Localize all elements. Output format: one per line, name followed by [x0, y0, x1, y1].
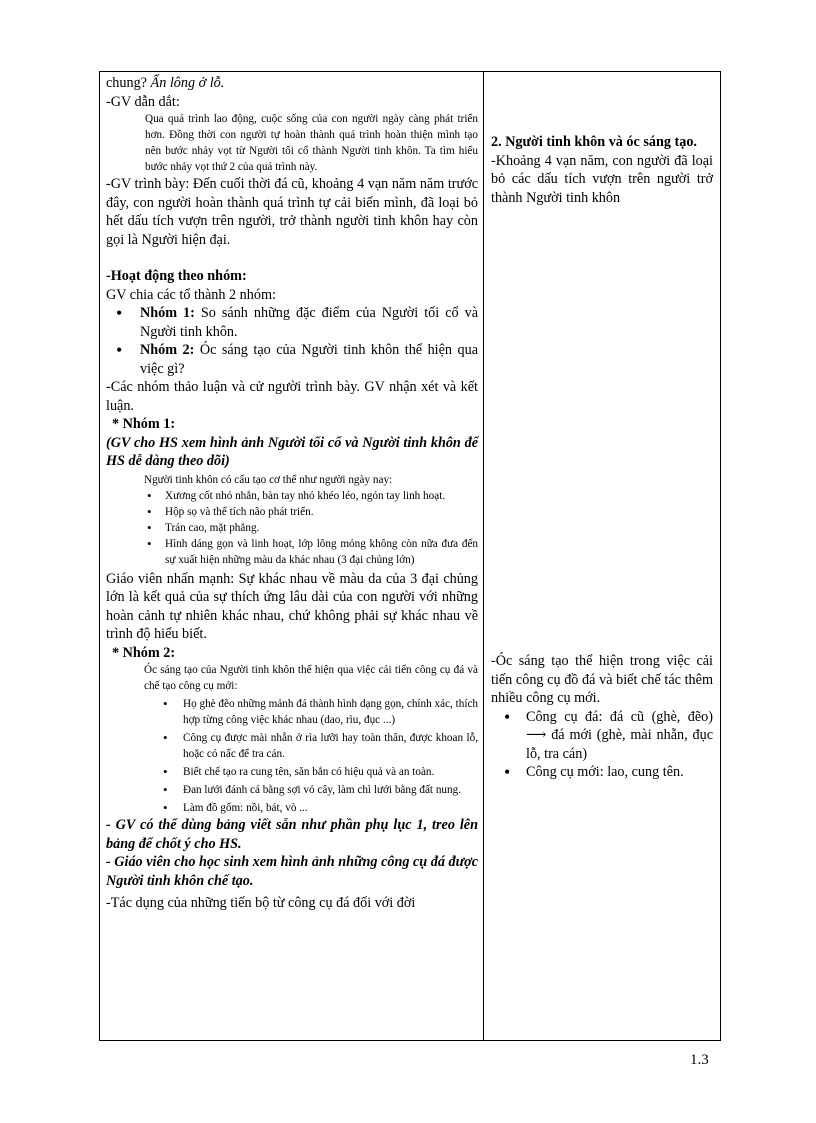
column-divider: [483, 72, 484, 1040]
knowledge-column: [491, 74, 713, 782]
group2-heading: * Nhóm 2:: [112, 644, 176, 661]
list-item: • Công cụ được mài nhẵn ở rìa lưỡi hay toàn thân, được khoan lỗ, hoặc có nấc để tra cán.: [106, 730, 478, 762]
intro-question: chung?: [106, 75, 151, 91]
list-item: • Hình dáng gọn và linh hoạt, lớp lông mỏng không còn nữa đưa đến sự xuất hiện những màu da khác nhau (3 đại chủng lớn): [106, 536, 478, 568]
group1-task: [106, 304, 478, 341]
group1-note: (GV cho HS xem hình ảnh Người tối cổ và Người tinh khôn để HS dễ dàng theo dõi): [106, 434, 478, 469]
gv-lead-in: -GV dẫn dắt:: [106, 93, 180, 110]
group-activity-title: -Hoạt động theo nhóm:: [106, 268, 247, 284]
intro-paragraph: Qua quá trình lao động, cuộc sống của con người ngày càng phát triển hơn. Đồng thời con người tự hoàn thành quá trình hoàn thiện mình tạo nên bước nhảy vọt từ Người tối cổ thành Người tinh khôn. Ta tìm hiểu bước nhảy vọt thứ 2 của quá trình này.: [145, 113, 478, 173]
list-item: • Họ ghè đẽo những mảnh đá thành hình dạng gọn, chính xác, thích hợp từng công việc khác nhau (dao, rìu, đục ...): [106, 696, 478, 728]
list-item: • Đan lưới đánh cá bằng sợi vỏ cây, làm chì lưới bằng đất nung.: [106, 782, 478, 798]
gv-presentation: -GV trình bày: Đến cuối thời đá cũ, khoảng 4 vạn năm năm trước đây, con người hoàn thành quá trình tự cải biến mình, đã loại bỏ hết dấu tích vượn trên người, trở thành người tinh khôn hay còn gọi là Người hiện đại.: [106, 176, 478, 248]
group1-heading: * Nhóm 1:: [112, 416, 176, 432]
intro-answer: Ẩn lông ở lỗ.: [150, 75, 225, 91]
group1-label: Nhóm 1:: [140, 305, 195, 321]
summary-paragraph-2: -Óc sáng tạo thể hiện trong việc cải tiến công cụ đồ đá và biết chế tác thêm nhiều công cụ mới.: [491, 653, 713, 706]
group1-lead: Người tinh khôn có cấu tạo cơ thể như người ngày nay:: [144, 473, 393, 486]
teacher-activity-column: [106, 74, 478, 913]
group2-text: Óc sáng tạo của Người tinh khôn thể hiện qua việc gì?: [140, 342, 478, 377]
lesson-table: [99, 71, 721, 1041]
bold-instruction-1: - GV có thể dùng bảng viết sẵn như phần phụ lục 1, treo lên bảng để chốt ý cho HS.: [106, 817, 478, 852]
list-item: • Xương cốt nhỏ nhắn, bàn tay nhỏ khéo léo, ngón tay linh hoạt.: [106, 488, 478, 504]
section-heading: 2. Người tinh khôn và óc sáng tạo.: [491, 134, 697, 150]
group1-text: So sánh những đặc điểm của Người tối cổ và Người tinh khôn.: [140, 305, 479, 340]
spacer: [106, 249, 478, 267]
list-item: • Công cụ mới: lao, cung tên.: [491, 763, 713, 782]
group2-task: [106, 341, 478, 378]
group-split: GV chia các tổ thành 2 nhóm:: [106, 286, 276, 303]
teacher-emphasis: Giáo viên nhấn mạnh: Sự khác nhau về màu da của 3 đại chủng lớn là kết quả của sự thích ứng lâu dài của con người với những hoàn cảnh tự nhiên khác nhau, chứ không phải sự khác nhau về trình độ hiểu biết.: [106, 570, 478, 642]
intro-line: [106, 74, 478, 93]
list-item: • Trán cao, mặt phẳng.: [106, 520, 478, 536]
list-item: • Làm đồ gốm: nồi, bát, vò ...: [106, 800, 478, 816]
group2-lead: Óc sáng tạo của Người tinh khôn thể hiện qua việc cải tiến công cụ đá và chế tạo công cụ mới:: [144, 664, 478, 692]
tool-impact-question: -Tác dụng của những tiến bộ từ công cụ đá đối với đời: [106, 895, 416, 911]
groups-discuss: -Các nhóm thảo luận và cử người trình bày. GV nhận xét và kết luận.: [106, 379, 478, 414]
list-item: • Biết chế tạo ra cung tên, săn bắn có hiệu quả và an toàn.: [106, 764, 478, 780]
list-item: • Công cụ đá: đá cũ (ghè, đẽo) ⟶ đá mới (ghè, mài nhẵn, đục lỗ, tra cán): [491, 708, 713, 764]
list-item: • Hộp sọ và thể tích não phát triển.: [106, 504, 478, 520]
page-number: 1.3: [690, 1052, 709, 1068]
group2-label: Nhóm 2:: [140, 342, 195, 358]
summary-paragraph-1: -Khoảng 4 vạn năm, con người đã loại bỏ các dấu tích vượn trên người trở thành Người tinh khôn: [491, 152, 713, 206]
bold-instruction-2: - Giáo viên cho học sinh xem hình ảnh những công cụ đá được Người tinh khôn chế tạo.: [106, 854, 478, 889]
